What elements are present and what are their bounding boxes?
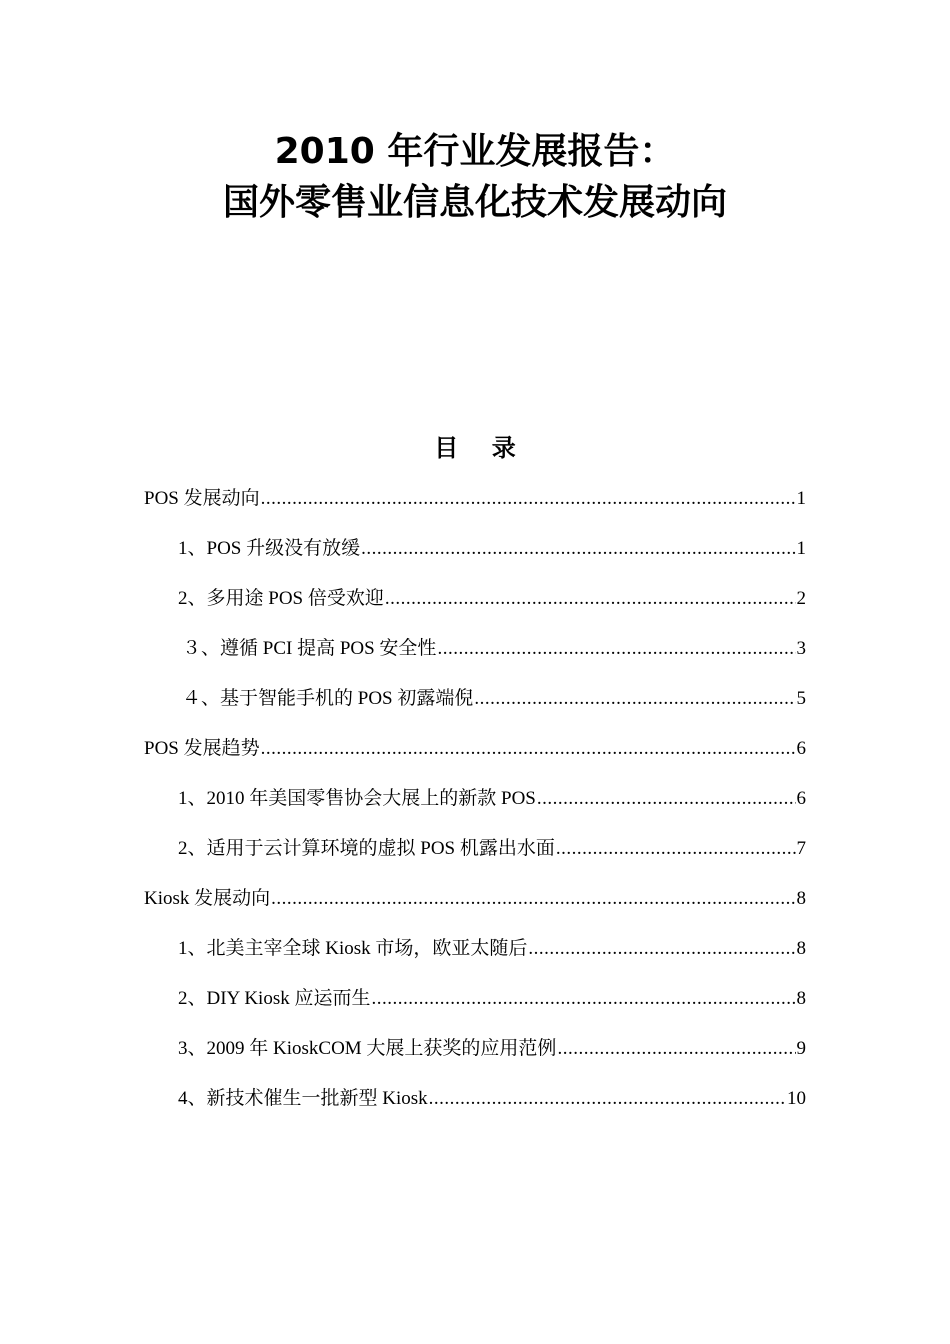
toc-entry-text: 2、多用途 POS 倍受欢迎 <box>178 588 384 609</box>
toc-dot-leader <box>437 629 795 669</box>
toc-page-number: 5 <box>796 688 806 709</box>
toc-dot-leader <box>371 979 795 1019</box>
toc-entry-text: 4、新技术催生一批新型 Kiosk <box>178 1088 428 1109</box>
toc-entry[interactable] <box>144 829 806 879</box>
toc-page-number: 2 <box>796 588 806 609</box>
toc-page-number: 9 <box>796 1038 806 1059</box>
toc-page-number: 8 <box>796 988 806 1009</box>
toc-dot-leader <box>474 679 795 719</box>
toc-dot-leader <box>271 879 795 919</box>
toc-dot-leader <box>557 1029 795 1069</box>
document-title-line-2: 国外零售业信息化技术发展动向 <box>222 182 727 223</box>
toc-entry[interactable] <box>144 529 806 579</box>
toc-entry[interactable] <box>144 879 806 929</box>
toc-heading: 目 录 <box>434 434 516 462</box>
toc-page-number: 7 <box>796 838 806 859</box>
table-of-contents <box>144 479 806 1129</box>
toc-entry[interactable] <box>144 729 806 779</box>
toc-entry[interactable] <box>144 1079 806 1129</box>
toc-entry[interactable] <box>144 1029 806 1079</box>
toc-entry[interactable] <box>144 479 806 529</box>
toc-entry-text: 2、适用于云计算环境的虚拟 POS 机露出水面 <box>178 838 555 859</box>
toc-entry[interactable] <box>144 929 806 979</box>
toc-entry-text: POS 发展动向 <box>144 488 260 509</box>
toc-dot-leader <box>556 829 796 869</box>
document-title-line-1: 2010 年行业发展报告： <box>274 131 676 172</box>
toc-entry[interactable] <box>144 679 806 729</box>
toc-dot-leader <box>261 729 796 769</box>
toc-dot-leader <box>361 529 795 569</box>
toc-page-number: 8 <box>796 938 806 959</box>
toc-entry-text: POS 发展趋势 <box>144 738 260 759</box>
toc-dot-leader <box>261 479 796 519</box>
toc-page-number: 1 <box>796 538 806 559</box>
toc-page-number: 6 <box>796 788 806 809</box>
toc-entry-text: ４、基于智能手机的 POS 初露端倪 <box>182 688 474 709</box>
toc-entry[interactable] <box>144 629 806 679</box>
toc-entry-text: ３、遵循 PCI 提高 POS 安全性 <box>182 638 437 659</box>
toc-page-number: 10 <box>787 1088 806 1109</box>
toc-entry-text: 1、2010 年美国零售协会大展上的新款 POS <box>178 788 536 809</box>
toc-entry[interactable] <box>144 579 806 629</box>
toc-page-number: 6 <box>796 738 806 759</box>
toc-entry-text: 3、2009 年 KioskCOM 大展上获奖的应用范例 <box>178 1038 557 1059</box>
toc-dot-leader <box>537 779 796 819</box>
toc-page-number: 3 <box>796 638 806 659</box>
toc-entry-text: 2、DIY Kiosk 应运而生 <box>178 988 371 1009</box>
toc-page-number: 8 <box>796 888 806 909</box>
toc-dot-leader <box>385 579 796 619</box>
toc-page-number: 1 <box>796 488 806 509</box>
toc-entry[interactable] <box>144 979 806 1029</box>
toc-entry-text: Kiosk 发展动向 <box>144 888 271 909</box>
toc-entry-text: 1、POS 升级没有放缓 <box>178 538 361 559</box>
toc-dot-leader <box>528 929 795 969</box>
toc-dot-leader <box>429 1079 786 1119</box>
toc-entry[interactable] <box>144 779 806 829</box>
toc-entry-text: 1、北美主宰全球 Kiosk 市场，欧亚太随后 <box>178 938 528 959</box>
